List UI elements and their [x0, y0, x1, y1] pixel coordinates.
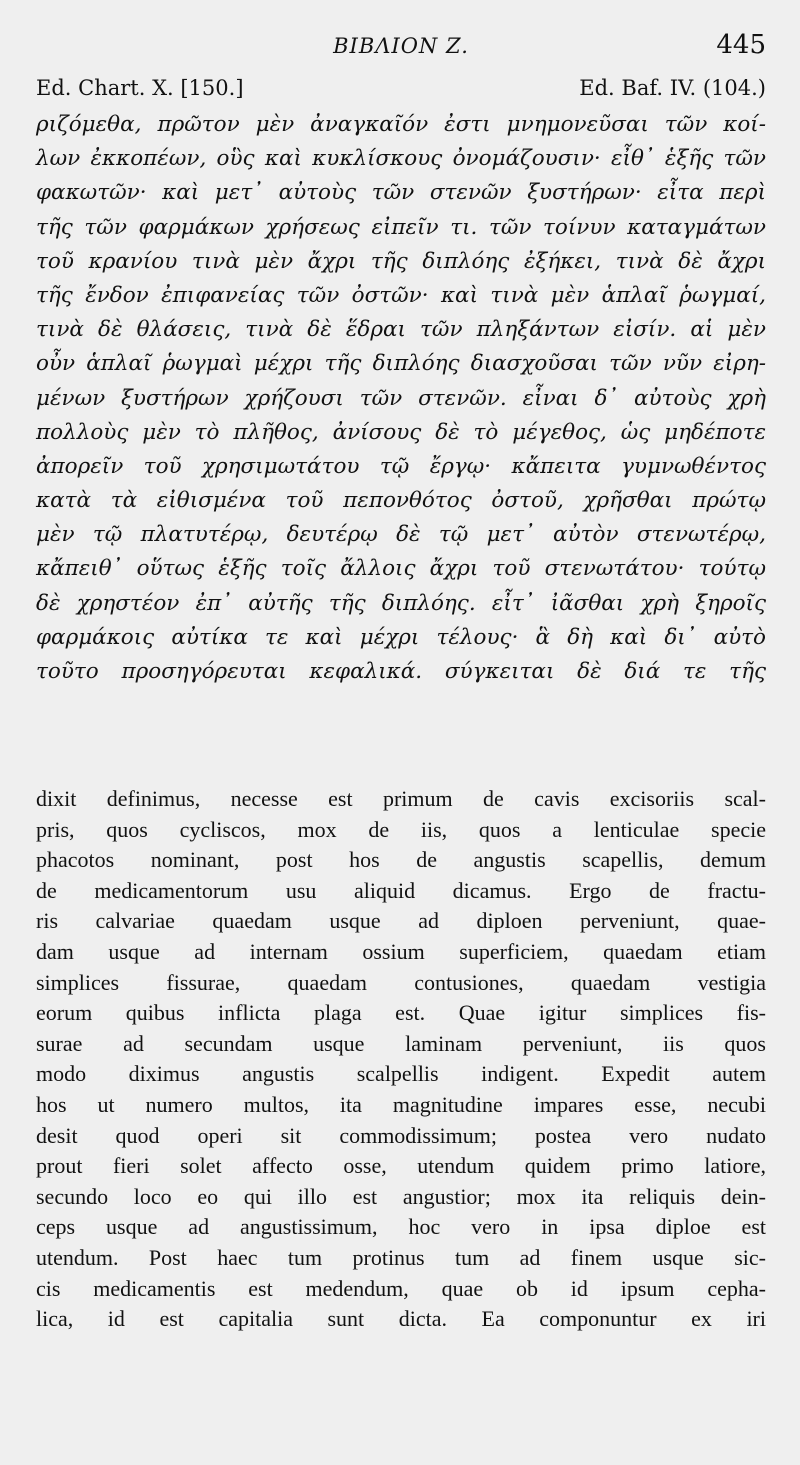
greek-line: οὖν ἁπλαῖ ῥωγμαὶ μέχρι τῆς διπλόης διασχοῦσαι τῶν νῦν εἰρη- [36, 351, 766, 377]
greek-line: κατὰ τὰ εἰθισμένα τοῦ πεπονθότος ὀστοῦ, χρῆσθαι πρώτῳ [36, 488, 766, 514]
greek-line: τοῦ κρανίου τινὰ μὲν ἄχρι τῆς διπλόης ἐξήκει, τινὰ δὲ ἄχρι [36, 248, 766, 274]
greek-line: κἄπειθ᾽ οὕτως ἑξῆς τοῖς ἄλλοις ἄχρι τοῦ στενωτάτου· τούτῳ [36, 556, 766, 582]
greek-line: ἀπορεῖν τοῦ χρησιμωτάτου τῷ ἔργῳ· κἄπειτα γυμνωθέντος [36, 453, 766, 479]
edition-basel-ref: Ed. Baf. IV. (104.) [579, 76, 766, 100]
greek-line: τῆς ἔνδον ἐπιφανείας τῶν ὀστῶν· καὶ τινὰ μὲν ἁπλαῖ ῥωγμαί, [36, 282, 766, 308]
greek-line: τοῦτο προσηγόρευται κεφαλικά. σύγκειται δὲ διά τε τῆς [36, 659, 766, 684]
latin-line: prout fieri solet affecto osse, utendum quidem primo latiore, [36, 1153, 766, 1179]
latin-line: phacotos nominant, post hos de angustis scapellis, demum [36, 847, 766, 873]
latin-line: secundo loco eo qui illo est angustior; mox ita reliquis dein- [36, 1183, 766, 1209]
greek-line: τῆς τῶν φαρμάκων χρήσεως εἰπεῖν τι. τῶν τοίνυν καταγμάτων [36, 214, 766, 240]
edition-chartier-ref: Ed. Chart. X. [150.] [36, 76, 244, 100]
latin-line: utendum. Post haec tum protinus tum ad finem usque sic- [36, 1244, 766, 1270]
latin-line: surae ad secundam usque laminam perveniunt, iis quos [36, 1030, 766, 1056]
greek-line: τινὰ δὲ θλάσεις, τινὰ δὲ ἕδραι τῶν πληξάντων εἰσίν. αἱ μὲν [36, 317, 766, 343]
greek-line: λων ἐκκοπέων, οὓς καὶ κυκλίσκους ὀνομάζουσιν· εἶθ᾽ ἑξῆς τῶν [36, 146, 766, 172]
running-head [36, 30, 766, 64]
greek-line: φαρμάκοις αὐτίκα τε καὶ μέχρι τέλους· ἃ δὴ καὶ δι᾽ αὐτὸ [36, 624, 766, 650]
greek-line: φακωτῶν· καὶ μετ᾽ αὐτοὺς τῶν στενῶν ξυστήρων· εἶτα περὶ [36, 180, 766, 206]
greek-text-block [36, 108, 766, 689]
latin-line: cis medicamentis est medendum, quae ob id ipsum cepha- [36, 1275, 766, 1301]
greek-line: μὲν τῷ πλατυτέρῳ, δευτέρῳ δὲ τῷ μετ᾽ αὐτὸν στενωτέρῳ, [36, 522, 766, 548]
latin-line: pris, quos cycliscos, mox de iis, quos a lenticulae specie [36, 816, 766, 842]
latin-line: desit quod operi sit commodissimum; postea vero nudato [36, 1122, 766, 1148]
running-title: BIBΛΙΟΝ Z. [333, 34, 469, 58]
latin-line: ris calvariae quaedam usque ad diploen perveniunt, quae- [36, 908, 766, 934]
latin-line: eorum quibus inflicta plaga est. Quae igitur simplices fis- [36, 1000, 766, 1026]
latin-line: simplices fissurae, quaedam contusiones, quaedam vestigia [36, 969, 766, 995]
greek-line: πολλοὺς μὲν τὸ πλῆθος, ἀνίσους δὲ τὸ μέγεθος, ὡς μηδέποτε [36, 419, 766, 445]
latin-line: de medicamentorum usu aliquid dicamus. Ergo de fractu- [36, 877, 766, 903]
edition-references [36, 76, 766, 102]
latin-line: dam usque ad internam ossium superficiem, quaedam etiam [36, 938, 766, 964]
latin-text-block [36, 784, 766, 1335]
greek-line: δὲ χρηστέον ἐπ᾽ αὐτῆς τῆς διπλόης. εἶτ᾽ ἰᾶσθαι χρὴ ξηροῖς [36, 590, 766, 616]
latin-line: dixit definimus, necesse est primum de cavis excisoriis scal- [36, 786, 766, 811]
greek-line: ριζόμεθα, πρῶτον μὲν ἀναγκαῖόν ἐστι μνημονεῦσαι τῶν κοί- [36, 112, 766, 137]
latin-line: lica, id est capitalia sunt dicta. Ea componuntur ex iri [36, 1306, 766, 1332]
latin-line: hos ut numero multos, ita magnitudine impares esse, necubi [36, 1091, 766, 1117]
greek-line: μένων ξυστήρων χρήζουσι τῶν στενῶν. εἶναι δ᾽ αὐτοὺς χρὴ [36, 385, 766, 411]
latin-line: modo diximus angustis scalpellis indigent. Expedit autem [36, 1061, 766, 1087]
latin-line: ceps usque ad angustissimum, hoc vero in ipsa diploe est [36, 1214, 766, 1240]
page-number: 445 [716, 30, 766, 60]
